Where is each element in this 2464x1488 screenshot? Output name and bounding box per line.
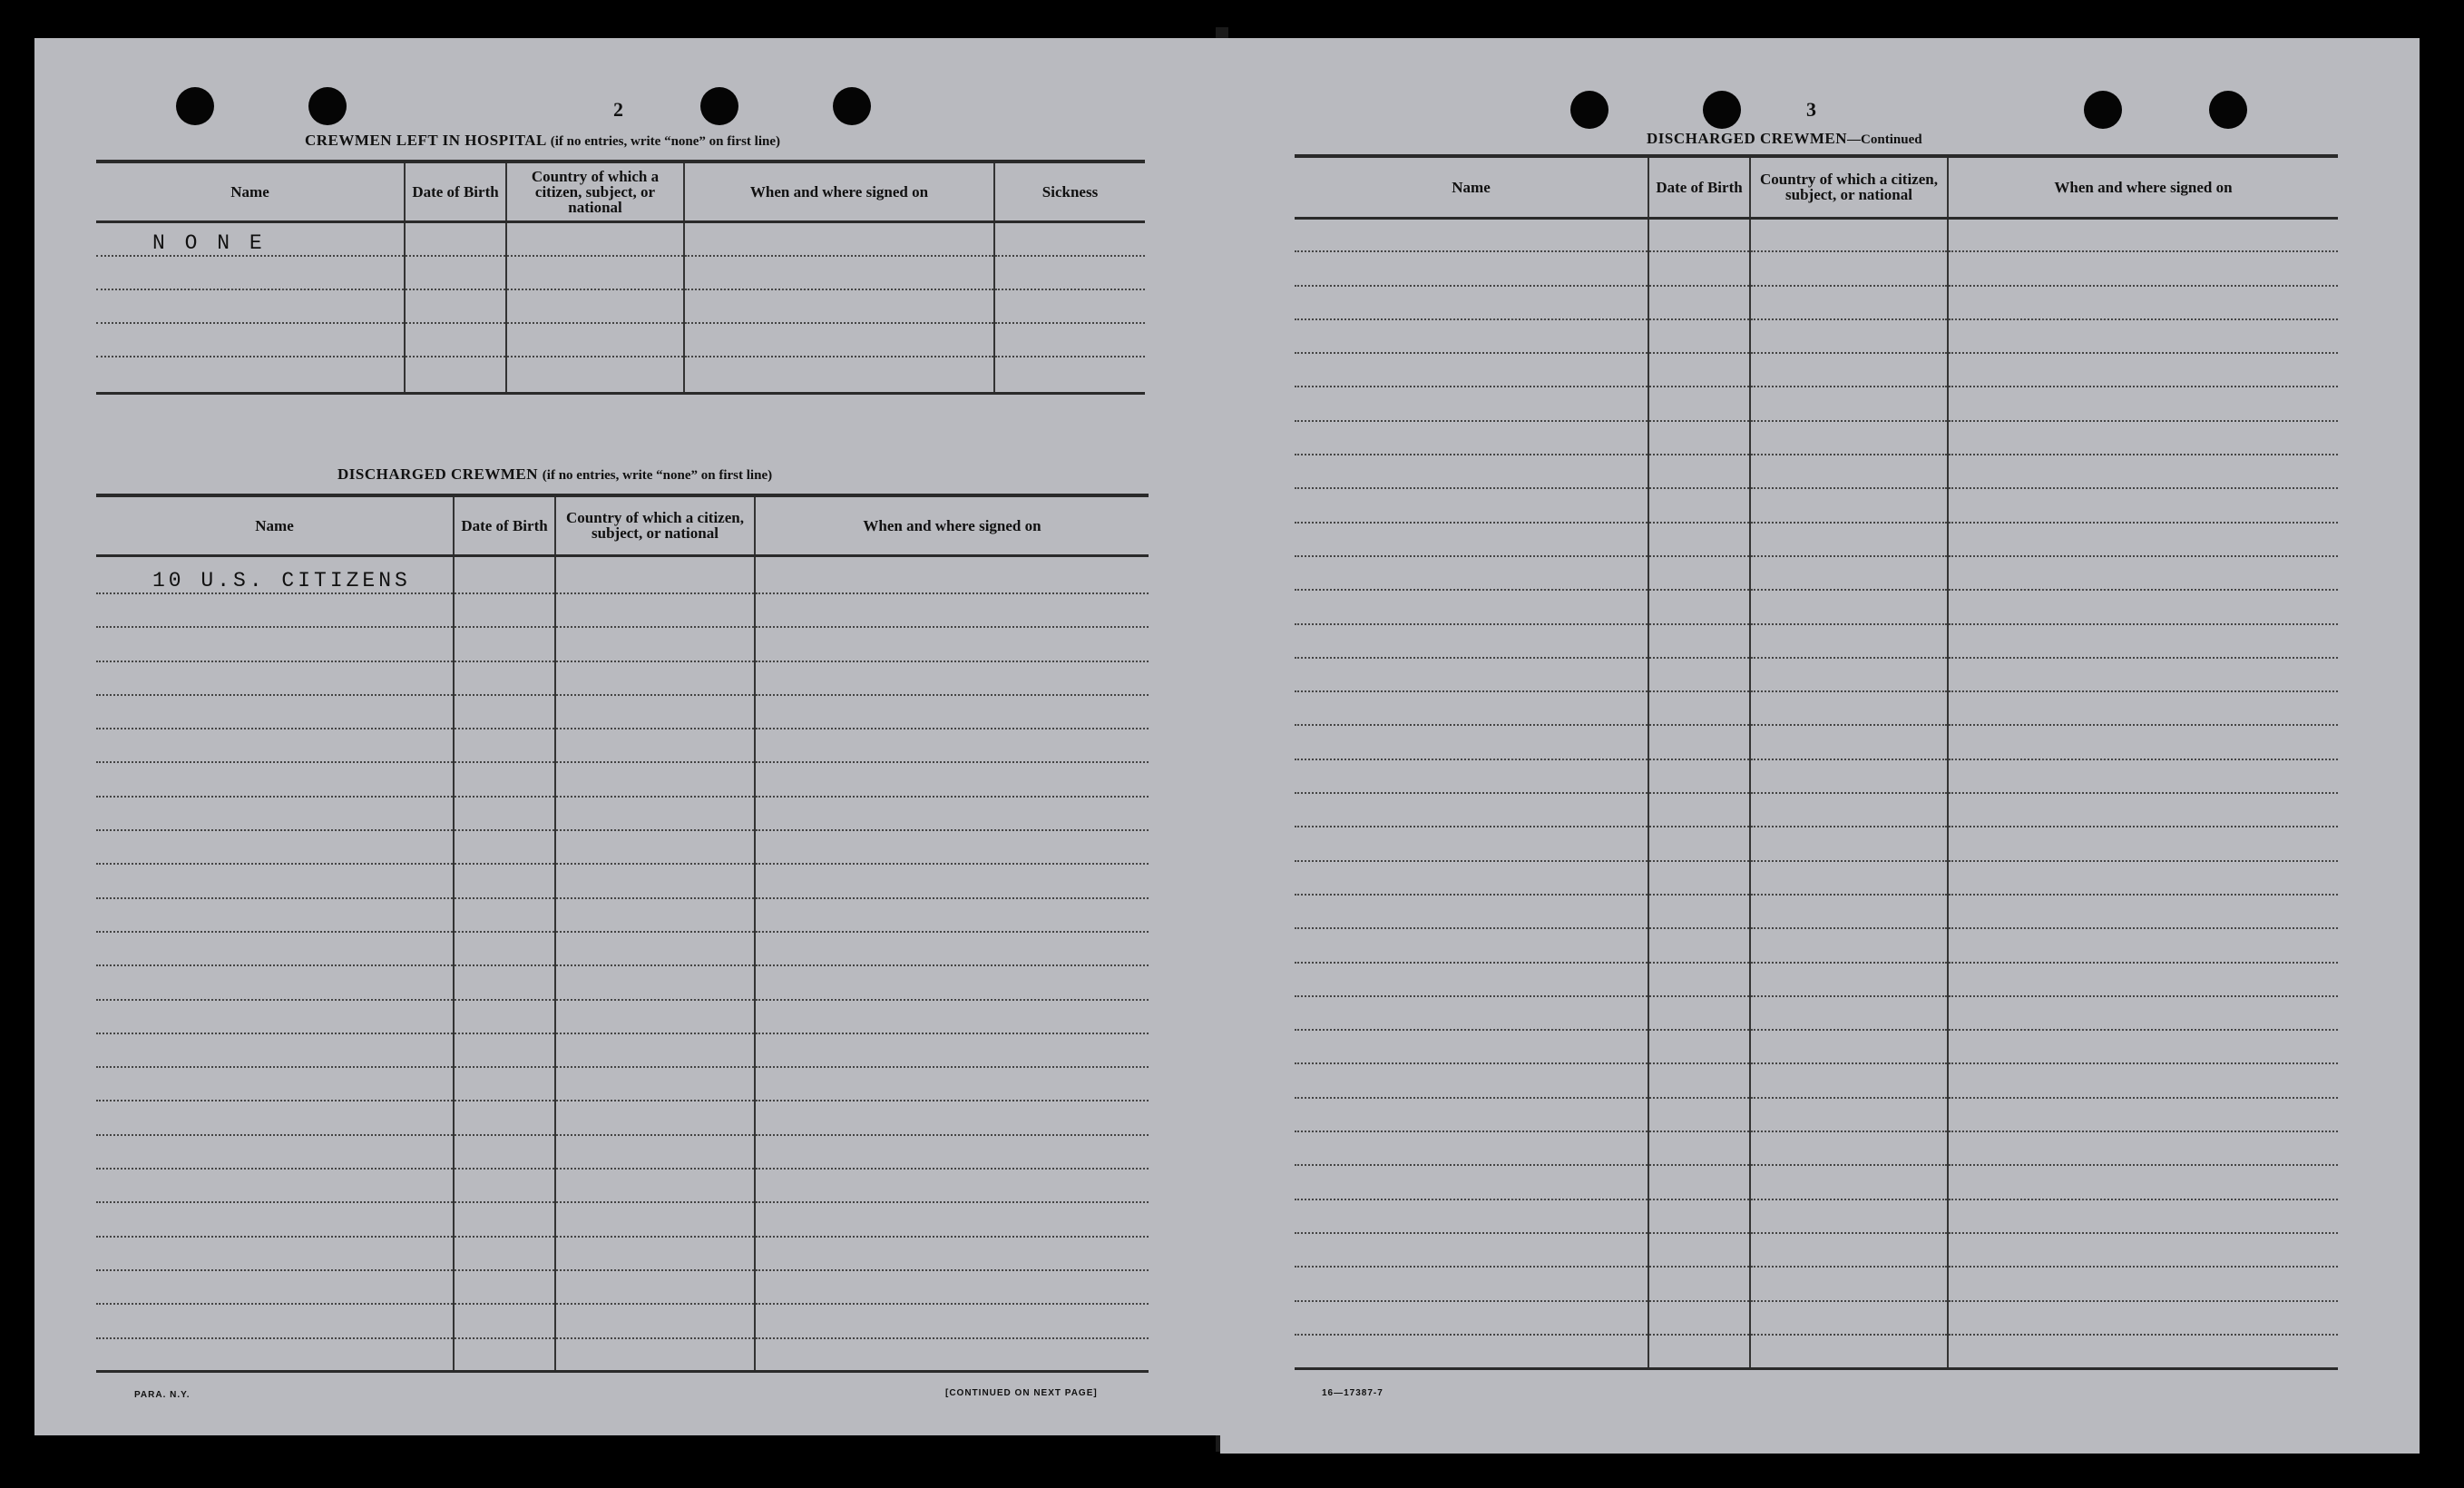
- table-row: [96, 1067, 1149, 1101]
- table-row: [1295, 251, 2338, 285]
- table-row: [96, 1202, 1149, 1236]
- left-page: [34, 38, 1225, 1435]
- table-row: [1295, 1131, 2338, 1165]
- table-row: [1295, 624, 2338, 658]
- table-row: [96, 1135, 1149, 1169]
- table-row: [96, 1033, 1149, 1067]
- col-header-country: Country of which a citizen, subject, or national: [555, 495, 755, 555]
- table-row: [1295, 725, 2338, 759]
- discharged-continued-title: [1647, 130, 1922, 148]
- col-header-country: Country of which a citizen, subject, or national: [506, 162, 684, 221]
- punch-hole: [1703, 91, 1741, 129]
- col-header-country: Country of which a citizen, subject, or national: [1750, 156, 1948, 218]
- discharged-continued-table: [1295, 154, 2338, 1370]
- continued-suffix: —Continued: [1847, 132, 1922, 147]
- table-row: [1295, 996, 2338, 1030]
- table-row: [96, 357, 1145, 393]
- table-row: [1295, 590, 2338, 623]
- col-header-name: Name: [96, 162, 405, 221]
- discharged-table: [96, 494, 1149, 1373]
- col-header-signed-on: When and where signed on: [755, 495, 1149, 555]
- punch-hole: [1570, 91, 1608, 129]
- hospital-table: [96, 160, 1145, 395]
- punch-hole: [308, 87, 347, 125]
- table-row: [96, 555, 1149, 593]
- table-row: [1295, 759, 2338, 793]
- punch-hole: [700, 87, 738, 125]
- table-row: [96, 932, 1149, 965]
- table-row: [96, 1101, 1149, 1134]
- table-row: [96, 221, 1145, 256]
- table-row: [1295, 861, 2338, 895]
- hospital-entry: N O N E: [96, 221, 405, 256]
- table-row: [1295, 928, 2338, 962]
- table-row: [1295, 455, 2338, 488]
- right-page: [1220, 38, 2420, 1454]
- table-row: [1295, 895, 2338, 928]
- table-row: [1295, 1233, 2338, 1267]
- col-header-signed-on: When and where signed on: [684, 162, 994, 221]
- col-header-name: Name: [96, 495, 454, 555]
- table-row: [96, 695, 1149, 729]
- table-row: [1295, 421, 2338, 455]
- table-row: [1295, 353, 2338, 387]
- table-row: [1295, 658, 2338, 691]
- table-row: [96, 323, 1145, 357]
- table-row: [96, 797, 1149, 830]
- table-row: [96, 661, 1149, 695]
- discharged-continued-text: DISCHARGED CREWMEN: [1647, 130, 1848, 147]
- table-row: [1295, 963, 2338, 996]
- table-row: [1295, 1199, 2338, 1233]
- table-row: [1295, 1335, 2338, 1368]
- printer-mark: PARA. N.Y.: [134, 1390, 191, 1400]
- table-row: [96, 1270, 1149, 1304]
- punch-hole: [176, 87, 214, 125]
- table-row: [1295, 523, 2338, 556]
- table-row: [96, 627, 1149, 661]
- table-row: [96, 1304, 1149, 1337]
- col-header-date-of-birth: Date of Birth: [1648, 156, 1750, 218]
- form-code: 16—17387-7: [1322, 1388, 1384, 1398]
- table-row: [96, 1237, 1149, 1270]
- table-row: [96, 289, 1145, 323]
- col-header-signed-on: When and where signed on: [1948, 156, 2338, 218]
- table-row: [1295, 691, 2338, 725]
- hospital-section-title: [305, 132, 780, 150]
- table-row: [1295, 1267, 2338, 1300]
- table-row: [1295, 488, 2338, 522]
- punch-hole: [2084, 91, 2122, 129]
- table-row: [1295, 1301, 2338, 1335]
- table-row: [1295, 827, 2338, 860]
- discharged-title-note: (if no entries, write “none” on first line): [542, 468, 773, 483]
- punch-hole: [2209, 91, 2247, 129]
- table-row: [1295, 218, 2338, 251]
- col-header-sickness: Sickness: [994, 162, 1145, 221]
- table-row: [96, 593, 1149, 627]
- punch-hole: [833, 87, 871, 125]
- table-row: [1295, 1063, 2338, 1097]
- col-header-date-of-birth: Date of Birth: [454, 495, 555, 555]
- table-row: [96, 1338, 1149, 1372]
- table-row: [1295, 1030, 2338, 1063]
- table-row: [1295, 319, 2338, 353]
- table-row: [1295, 387, 2338, 420]
- table-row: [1295, 793, 2338, 827]
- table-row: [96, 965, 1149, 999]
- table-row: [96, 1000, 1149, 1033]
- page-number: 2: [613, 98, 623, 121]
- table-row: [96, 898, 1149, 932]
- table-row: [96, 762, 1149, 796]
- table-row: [1295, 1098, 2338, 1131]
- hospital-title-text: CREWMEN LEFT IN HOSPITAL: [305, 132, 546, 149]
- table-row: [1295, 286, 2338, 319]
- discharged-section-title: [337, 465, 772, 484]
- table-row: [96, 729, 1149, 762]
- col-header-name: Name: [1295, 156, 1648, 218]
- page-number: 3: [1806, 98, 1816, 121]
- table-row: [1295, 1165, 2338, 1199]
- continued-note: [CONTINUED ON NEXT PAGE]: [945, 1388, 1098, 1398]
- discharged-entry: 10 U.S. CITIZENS: [96, 555, 454, 593]
- hospital-title-note: (if no entries, write “none” on first line): [550, 134, 780, 149]
- table-row: [96, 830, 1149, 864]
- table-row: [1295, 556, 2338, 590]
- col-header-date-of-birth: Date of Birth: [405, 162, 506, 221]
- table-row: [96, 1169, 1149, 1202]
- table-row: [96, 256, 1145, 289]
- table-row: [96, 864, 1149, 897]
- discharged-title-text: DISCHARGED CREWMEN: [337, 465, 539, 483]
